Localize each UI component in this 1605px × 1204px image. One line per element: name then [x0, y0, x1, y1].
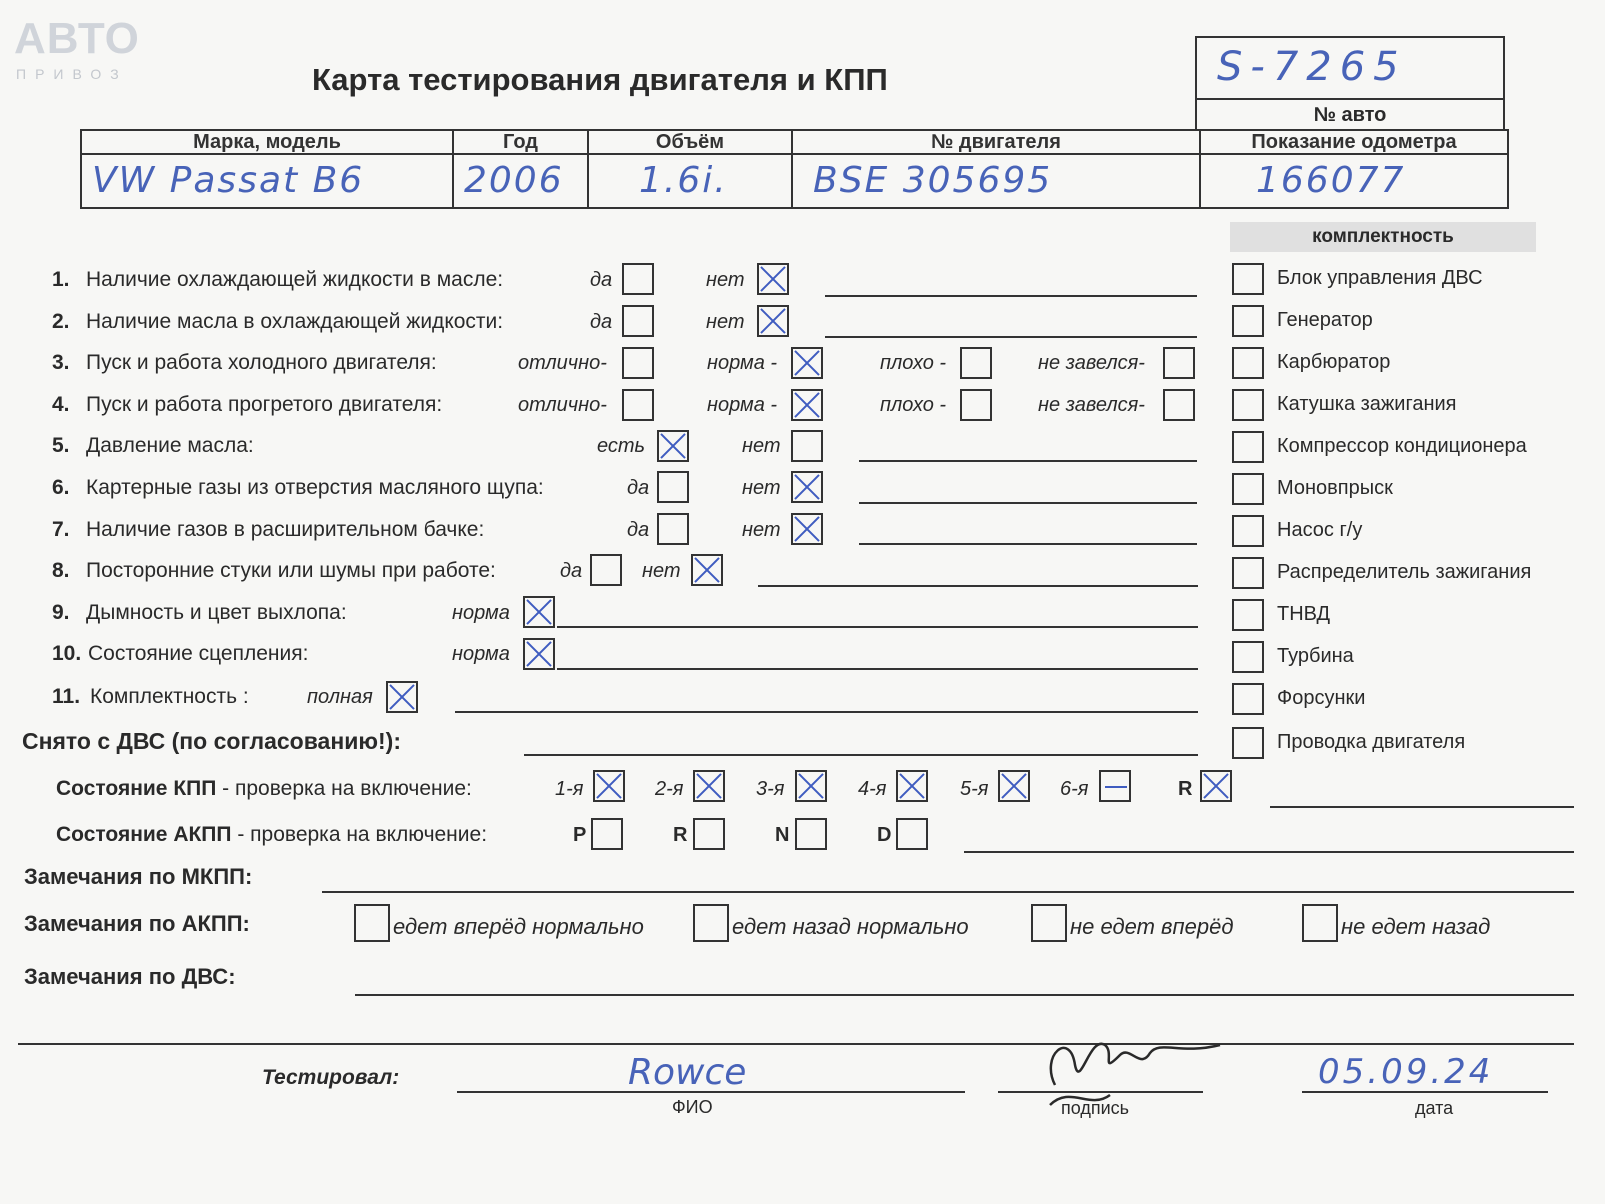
answer-line — [859, 460, 1197, 462]
akpp-option-label: едет вперёд нормально — [393, 914, 644, 939]
checkbox[interactable] — [1232, 557, 1264, 589]
akpp-option-label: не едет назад — [1341, 914, 1491, 939]
checkbox-yes[interactable] — [622, 305, 654, 337]
checkbox-not-started[interactable] — [1163, 347, 1195, 379]
akpp-option-label: едет назад нормально — [732, 914, 969, 939]
logo-main: АВТО — [14, 14, 140, 63]
option-label: нет — [706, 311, 745, 333]
header-value-volume: 1.6i. — [588, 154, 792, 208]
answer-line — [758, 585, 1198, 587]
logo — [14, 14, 150, 82]
checkbox-normal[interactable] — [523, 638, 555, 670]
page-title: Карта тестирования двигателя и КПП — [312, 62, 888, 97]
answer-line — [825, 336, 1197, 338]
question-number: 10. — [52, 642, 82, 665]
option-label: полная — [307, 686, 373, 708]
answer-line — [557, 668, 1198, 670]
gear-checkbox[interactable] — [693, 818, 725, 850]
completeness-item-label: Проводка двигателя — [1277, 731, 1466, 753]
remarks-akpp-label: Замечания по АКПП: — [24, 911, 250, 936]
gear-checkbox[interactable] — [591, 818, 623, 850]
answer-line — [557, 626, 1198, 628]
option-label: да — [627, 477, 650, 499]
option-label: норма — [452, 602, 510, 624]
checkbox-excellent[interactable] — [622, 389, 654, 421]
checkbox-no-reverse[interactable] — [1302, 904, 1338, 942]
akpp-option-label: не едет вперёд — [1070, 914, 1234, 939]
question-number: 6. — [52, 476, 70, 499]
remarks-mkpp-label: Замечания по МКПП: — [24, 864, 253, 889]
question-text: Наличие масла в охлаждающей жидкости: — [86, 310, 504, 333]
completeness-item-label: Компрессор кондиционера — [1277, 435, 1527, 457]
gear-checkbox[interactable] — [795, 770, 827, 802]
option-label: норма - — [707, 352, 778, 374]
option-label: да — [627, 519, 650, 541]
checkbox[interactable] — [1232, 389, 1264, 421]
gear-label: 5-я — [960, 778, 989, 800]
checkbox-yes[interactable] — [657, 471, 689, 503]
header-label-model: Марка, модель — [81, 130, 453, 154]
checkbox-absent[interactable] — [791, 430, 823, 462]
signature — [1030, 1015, 1230, 1115]
checkbox-normal[interactable] — [523, 596, 555, 628]
test-date: 05.09.24 — [1318, 1052, 1494, 1092]
checkbox-no[interactable] — [757, 263, 789, 295]
header-label-odometer: Показание одометра — [1200, 130, 1508, 154]
tested-by-label: Тестировал: — [262, 1066, 400, 1089]
question-text: Наличие охлаждающей жидкости в масле: — [86, 268, 504, 291]
checkbox[interactable] — [1232, 599, 1264, 631]
gear-checkbox[interactable] — [593, 770, 625, 802]
option-label: нет — [742, 435, 781, 457]
completeness-item-label: Катушка зажигания — [1277, 393, 1457, 415]
header-value-odometer: 166077 — [1200, 154, 1508, 208]
question-text: Наличие газов в расширительном бачке: — [86, 518, 485, 541]
logo-sub: ПРИВОЗ — [16, 66, 128, 82]
auto-number-value: S-7265 — [1217, 44, 1407, 90]
kpp-label — [56, 777, 472, 801]
removed-label: Снято с ДВС (по согласованию!): — [22, 728, 401, 754]
gear-label: 3-я — [756, 778, 785, 800]
tester-name: Rowce — [628, 1052, 747, 1093]
gear-label: R — [673, 824, 688, 846]
checkbox-yes[interactable] — [622, 263, 654, 295]
answer-line — [825, 295, 1197, 297]
checkbox-bad[interactable] — [960, 347, 992, 379]
checkbox[interactable] — [1232, 727, 1264, 759]
gear-label: N — [775, 824, 790, 846]
checkbox[interactable] — [1232, 305, 1264, 337]
gear-checkbox[interactable] — [1200, 770, 1232, 802]
completeness-item-label: Турбина — [1277, 645, 1354, 667]
checkbox-no-forward[interactable] — [1031, 904, 1067, 942]
remarks-dvs-line[interactable] — [355, 994, 1574, 996]
header-value-model: VW Passat B6 — [81, 154, 453, 208]
gear-label: 6-я — [1060, 778, 1089, 800]
kpp-label-rest: - проверка на включение: — [216, 777, 472, 800]
question-text: Дымность и цвет выхлопа: — [86, 601, 347, 624]
checkbox[interactable] — [1232, 683, 1264, 715]
checkbox-forward-normal[interactable] — [354, 904, 390, 942]
gear-label: P — [573, 824, 587, 846]
option-label: отлично- — [518, 352, 607, 374]
question-text: Посторонние стуки или шумы при работе: — [86, 559, 496, 582]
akpp-label-bold: Состояние АКПП — [56, 823, 232, 846]
question-text: Пуск и работа прогретого двигателя: — [86, 393, 443, 416]
checkbox[interactable] — [1232, 431, 1264, 463]
checkbox-yes[interactable] — [657, 513, 689, 545]
gear-checkbox[interactable] — [896, 818, 928, 850]
name-line[interactable] — [457, 1091, 965, 1093]
completeness-item-label: Блок управления ДВС — [1277, 267, 1483, 289]
answer-line — [859, 543, 1197, 545]
header-value-year: 2006 — [453, 154, 588, 208]
option-label: норма - — [707, 394, 778, 416]
checkbox[interactable] — [1232, 641, 1264, 673]
completeness-item-label: Карбюратор — [1277, 351, 1391, 373]
completeness-item-label: Распределитель зажигания — [1277, 561, 1532, 583]
header-label-volume: Объём — [588, 130, 792, 154]
gear-label: R — [1178, 778, 1193, 800]
option-label: да — [560, 560, 583, 582]
name-caption: ФИО — [672, 1097, 713, 1117]
header-value-engine-number: BSE 305695 — [792, 154, 1200, 208]
checkbox[interactable] — [1232, 473, 1264, 505]
header-label-engine-number: № двигателя — [792, 130, 1200, 154]
remarks-dvs-label: Замечания по ДВС: — [24, 964, 236, 989]
option-label: нет — [742, 519, 781, 541]
signature-line[interactable] — [998, 1091, 1203, 1093]
akpp-line[interactable] — [964, 851, 1574, 853]
checkbox-no[interactable] — [757, 305, 789, 337]
kpp-line[interactable] — [1270, 806, 1574, 808]
option-label: есть — [597, 435, 646, 457]
completeness-item-label: ТНВД — [1277, 603, 1331, 625]
checkbox[interactable] — [1232, 263, 1264, 295]
akpp-label-rest: - проверка на включение: — [231, 823, 488, 846]
answer-line — [859, 502, 1197, 504]
completeness-title: комплектность — [1230, 222, 1536, 252]
answer-line — [455, 711, 1198, 713]
checkbox-no[interactable] — [691, 554, 723, 586]
option-label: нет — [742, 477, 781, 499]
vehicle-header-table — [80, 129, 1509, 209]
checkbox-normal[interactable] — [791, 389, 823, 421]
checkbox[interactable] — [1232, 347, 1264, 379]
completeness-item-label: Форсунки — [1277, 687, 1366, 709]
option-label: норма — [452, 643, 510, 665]
question-number: 9. — [52, 601, 70, 624]
option-label: нет — [642, 560, 681, 582]
gear-label: D — [877, 824, 892, 846]
question-number: 5. — [52, 434, 70, 457]
gear-checkbox[interactable] — [998, 770, 1030, 802]
gear-label: 2-я — [655, 778, 684, 800]
completeness-item-label: Генератор — [1277, 309, 1373, 331]
question-number: 2. — [52, 310, 70, 333]
option-label: да — [590, 269, 613, 291]
removed-line[interactable] — [524, 754, 1198, 756]
divider — [18, 1043, 1574, 1045]
question-number: 7. — [52, 518, 70, 541]
question-text: Пуск и работа холодного двигателя: — [86, 351, 437, 374]
checkbox[interactable] — [1232, 515, 1264, 547]
option-label: отлично- — [518, 394, 607, 416]
question-text: Картерные газы из отверстия масляного щупа: — [86, 476, 544, 499]
completeness-item-label: Насос г/у — [1277, 519, 1363, 541]
question-text: Состояние сцепления: — [88, 642, 309, 665]
option-label: не завелся- — [1038, 352, 1145, 374]
checkbox-excellent[interactable] — [622, 347, 654, 379]
akpp-label — [56, 823, 487, 847]
auto-number-box — [1195, 36, 1505, 100]
completeness-item-label: Моновпрыск — [1277, 477, 1393, 499]
checkbox-bad[interactable] — [960, 389, 992, 421]
gear-checkbox[interactable] — [1099, 770, 1131, 802]
signature-caption: подпись — [1061, 1098, 1130, 1118]
date-caption: дата — [1415, 1098, 1454, 1118]
gear-checkbox[interactable] — [795, 818, 827, 850]
checkbox-present[interactable] — [657, 430, 689, 462]
gear-checkbox[interactable] — [693, 770, 725, 802]
question-text: Комплектность : — [90, 685, 249, 708]
date-line[interactable] — [1302, 1091, 1548, 1093]
option-label: нет — [706, 269, 745, 291]
option-label: плохо - — [880, 394, 947, 416]
option-label: да — [590, 311, 613, 333]
option-label: не завелся- — [1038, 394, 1145, 416]
option-label: плохо - — [880, 352, 947, 374]
question-number: 3. — [52, 351, 70, 374]
checkbox-yes[interactable] — [590, 554, 622, 586]
question-text: Давление масла: — [86, 434, 254, 457]
checkbox-no[interactable] — [791, 513, 823, 545]
checkbox-full[interactable] — [386, 681, 418, 713]
question-number: 11. — [52, 685, 81, 708]
gear-label: 4-я — [858, 778, 887, 800]
gear-checkbox[interactable] — [896, 770, 928, 802]
question-number: 4. — [52, 393, 70, 416]
gear-label: 1-я — [555, 778, 584, 800]
auto-number-label: № авто — [1195, 98, 1505, 130]
checkbox-reverse-normal[interactable] — [693, 904, 729, 942]
question-number: 1. — [52, 268, 70, 291]
question-number: 8. — [52, 559, 70, 582]
checkbox-not-started[interactable] — [1163, 389, 1195, 421]
checkbox-no[interactable] — [791, 471, 823, 503]
remarks-mkpp-line[interactable] — [322, 891, 1574, 893]
checkbox-normal[interactable] — [791, 347, 823, 379]
header-label-year: Год — [453, 130, 588, 154]
kpp-label-bold: Состояние КПП — [56, 777, 217, 800]
